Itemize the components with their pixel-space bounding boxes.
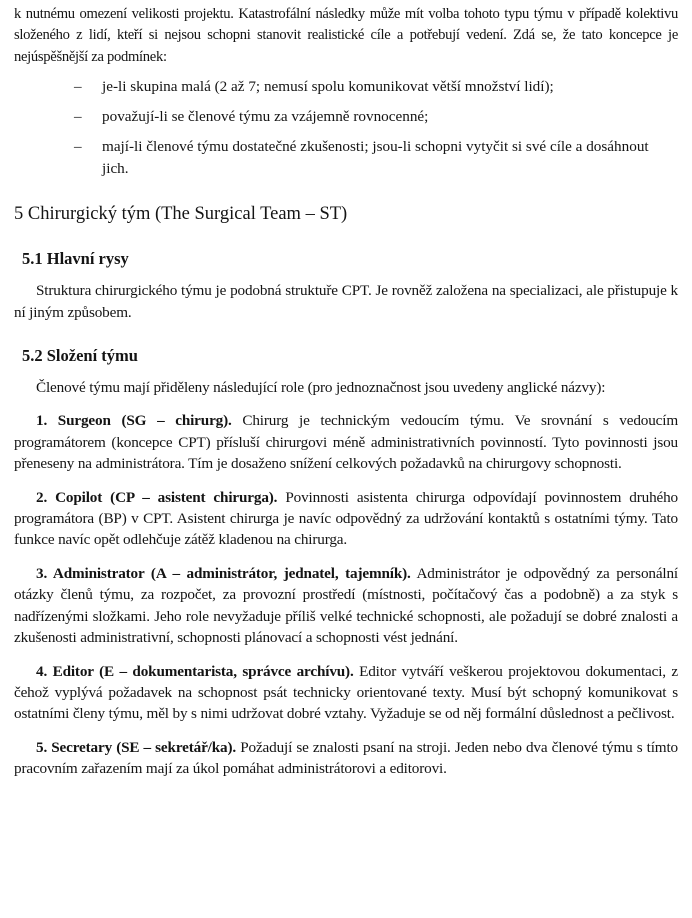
list-item-text: považují-li se členové týmu za vzájemně rovnocenné; <box>102 108 429 126</box>
subsection-5-1-text: Struktura chirurgického týmu je podobná struktuře CPT. Je rovněž založena na specializaci, ale přistupuje k ní jiným způsobem. <box>14 282 678 321</box>
list-item-text: je-li skupina malá (2 až 7; nemusí spolu komunikovat větší množství lidí); <box>102 78 554 96</box>
list-item <box>74 76 678 98</box>
role-text: Požadují se znalosti psaní na stroji. Jeden nebo dva členové týmu s tímto pracovním zařazením mají za úkol pomáhat administrátorovi a editorovi. <box>14 738 678 778</box>
section-number: 5 <box>14 204 24 225</box>
list-item-text: mají-li členové týmu dostatečné zkušenosti; jsou-li schopni vytyčit si své cíle a dosáhnout jich. <box>102 138 649 178</box>
subsection-heading-5-1: 5.1 Hlavní rysy <box>22 249 129 269</box>
role-paragraph-secretary <box>14 737 678 780</box>
subsection-5-2-text: Členové týmu mají přiděleny následující role (pro jednoznačnost jsou uvedeny anglické názvy): <box>36 379 606 397</box>
role-label: 1. Surgeon (SG – chirurg). <box>36 412 232 430</box>
conditions-list <box>14 76 678 180</box>
role-text: Povinnosti asistenta chirurga odpovídají povinnostem druhého programátora (BP) v CPT. Asistent chirurga je navíc odpovědný za udržování kontaktů s ostatními týmy. Tato funkce navíc opět odlehčuje zátěž kladenou na chirurga. <box>14 488 679 549</box>
role-text: Editor vytváří veškerou projektovou dokumentaci, z čehož vyplývá požadavek na schopnost psát technicky orientované texty. Musí být schopný komunikovat s ostatními členy týmu, měl by s nimi udržovat dobré vztahy. Vyžaduje se od něj formální důslednost a pečlivost. <box>14 662 678 723</box>
role-text: Administrátor je odpovědný za personální otázky členů týmu, za rozpočet, za provozní prostředí (místnosti, počítačový čas a podobně) a za styk s nadřízenými složkami. Jeho role nevyžaduje příliš velké technické schopnosti, ale požadují se dobré znalosti a zkušenosti administrativní, schopnosti plánovací a schopnosti vést jednání. <box>14 564 679 647</box>
list-dash: – <box>74 78 82 96</box>
role-label: 3. Administrator (A – administrátor, jednatel, tajemník). <box>36 564 411 582</box>
subsection-heading-5-2: 5.2 Složení týmu <box>22 346 138 366</box>
list-dash: – <box>74 108 82 126</box>
role-paragraph-administrator <box>14 563 678 649</box>
list-dash: – <box>74 138 82 156</box>
list-item <box>74 106 678 128</box>
role-label: 2. Copilot (CP – asistent chirurga). <box>36 488 278 506</box>
role-paragraph-copilot <box>14 487 678 551</box>
intro-paragraph: k nutnému omezení velikosti projektu. Katastrofální následky může mít volba tohoto typu týmu v případě kolektivu složeného z lidí, kteří si nejsou schopni stanovit realistické cíle a potřebují vedení. Zdá se, že tato koncepce je nejúspěšnější za podmínek: <box>14 6 678 65</box>
section-title: Chirurgický tým (The Surgical Team – ST) <box>27 204 348 225</box>
list-item <box>74 136 678 180</box>
section-heading <box>14 202 678 226</box>
role-label: 5. Secretary (SE – sekretář/ka). <box>36 738 237 756</box>
role-paragraph-editor <box>14 661 678 725</box>
role-label: 4. Editor (E – dokumentarista, správce archívu). <box>36 662 354 680</box>
role-text: Chirurg je technickým vedoucím týmu. Ve srovnání s vedoucím programátorem (koncepce CPT) přísluší chirurgovi méně administrativních povinností. Tyto povinnosti jsou přeneseny na administrátora. Tím je dosaženo snížení celkových požadavků na chirurgovy schopnosti. <box>14 412 678 473</box>
role-paragraph-surgeon <box>14 410 678 474</box>
